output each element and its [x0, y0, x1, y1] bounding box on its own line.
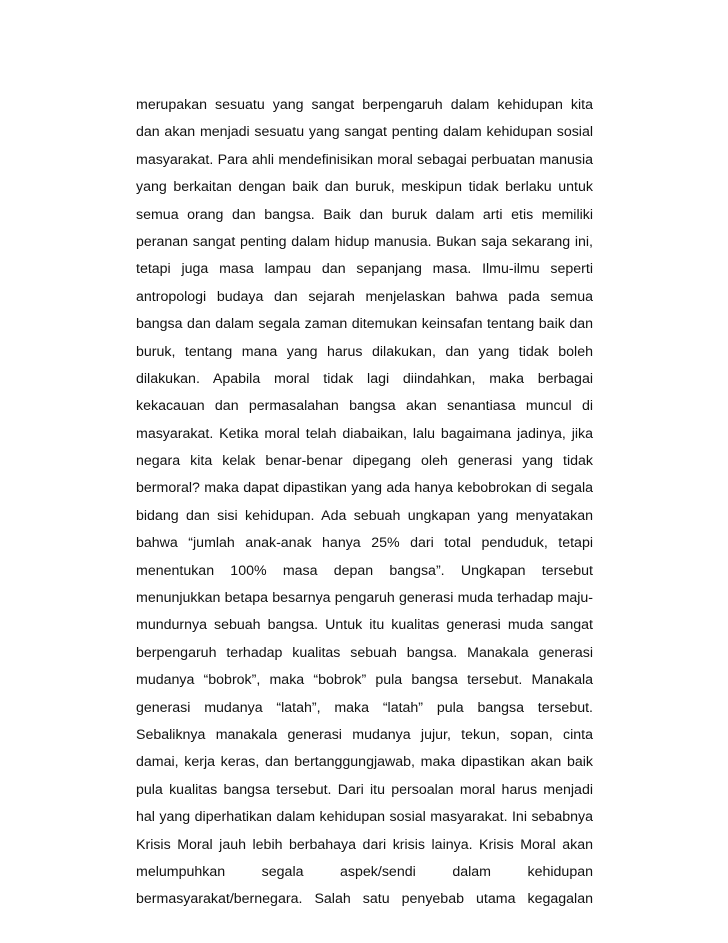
text-line: tetapi juga masa lampau dan sepanjang masa. Ilmu-ilmu seperti: [136, 261, 593, 278]
body-paragraph: [136, 92, 593, 914]
text-line: antropologi budaya dan sejarah menjelaskan bahwa pada semua: [136, 288, 593, 305]
text-line: buruk, tentang mana yang harus dilakukan, dan yang tidak boleh: [136, 343, 593, 360]
text-line: bermoral? maka dapat dipastikan yang ada hanya kebobrokan di segala: [136, 480, 593, 497]
text-line: menentukan 100% masa depan bangsa”. Ungkapan tersebut: [136, 562, 593, 579]
text-line: semua orang dan bangsa. Baik dan buruk dalam arti etis memiliki: [136, 206, 593, 223]
text-line: berpengaruh terhadap kualitas sebuah bangsa. Manakala generasi: [136, 644, 593, 661]
text-line: bangsa dan dalam segala zaman ditemukan keinsafan tentang baik dan: [136, 316, 593, 333]
text-line: peranan sangat penting dalam hidup manusia. Bukan saja sekarang ini,: [136, 233, 593, 250]
text-line: merupakan sesuatu yang sangat berpengaruh dalam kehidupan kita: [136, 97, 593, 113]
text-line: negara kita kelak benar-benar dipegang oleh generasi yang tidak: [136, 453, 593, 470]
text-line: hal yang diperhatikan dalam kehidupan sosial masyarakat. Ini sebabnya: [136, 809, 593, 826]
text-line: masyarakat. Para ahli mendefinisikan moral sebagai perbuatan manusia: [136, 151, 593, 168]
text-line: Sebaliknya manakala generasi mudanya jujur, tekun, sopan, cinta: [136, 726, 593, 743]
text-line: pula kualitas bangsa tersebut. Dari itu persoalan moral harus menjadi: [136, 781, 593, 798]
text-line: bidang dan sisi kehidupan. Ada sebuah ungkapan yang menyatakan: [136, 507, 593, 524]
text-line: kekacauan dan permasalahan bangsa akan senantiasa muncul di: [136, 398, 593, 415]
text-line: dan akan menjadi sesuatu yang sangat penting dalam kehidupan sosial: [136, 124, 593, 141]
text-line: masyarakat. Ketika moral telah diabaikan, lalu bagaimana jadinya, jika: [136, 425, 593, 442]
text-line: damai, kerja keras, dan bertanggungjawab, maka dipastikan akan baik: [136, 754, 593, 771]
text-line: mundurnya sebuah bangsa. Untuk itu kualitas generasi muda sangat: [136, 617, 593, 634]
text-line: generasi mudanya “latah”, maka “latah” pula bangsa tersebut.: [136, 699, 593, 716]
text-line: yang berkaitan dengan baik dan buruk, meskipun tidak berlaku untuk: [136, 179, 593, 196]
text-line: menunjukkan betapa besarnya pengaruh generasi muda terhadap maju-: [136, 590, 593, 607]
text-line: bermasyarakat/bernegara. Salah satu penyebab utama kegagalan: [136, 891, 593, 908]
text-line: mudanya “bobrok”, maka “bobrok” pula bangsa tersebut. Manakala: [136, 672, 593, 689]
text-line: melumpuhkan segala aspek/sendi dalam kehidupan: [136, 863, 593, 880]
text-line: bahwa “jumlah anak-anak hanya 25% dari total penduduk, tetapi: [136, 535, 593, 552]
text-line: dilakukan. Apabila moral tidak lagi diindahkan, maka berbagai: [136, 370, 593, 387]
text-line: Krisis Moral jauh lebih berbahaya dari krisis lainya. Krisis Moral akan: [136, 836, 593, 853]
